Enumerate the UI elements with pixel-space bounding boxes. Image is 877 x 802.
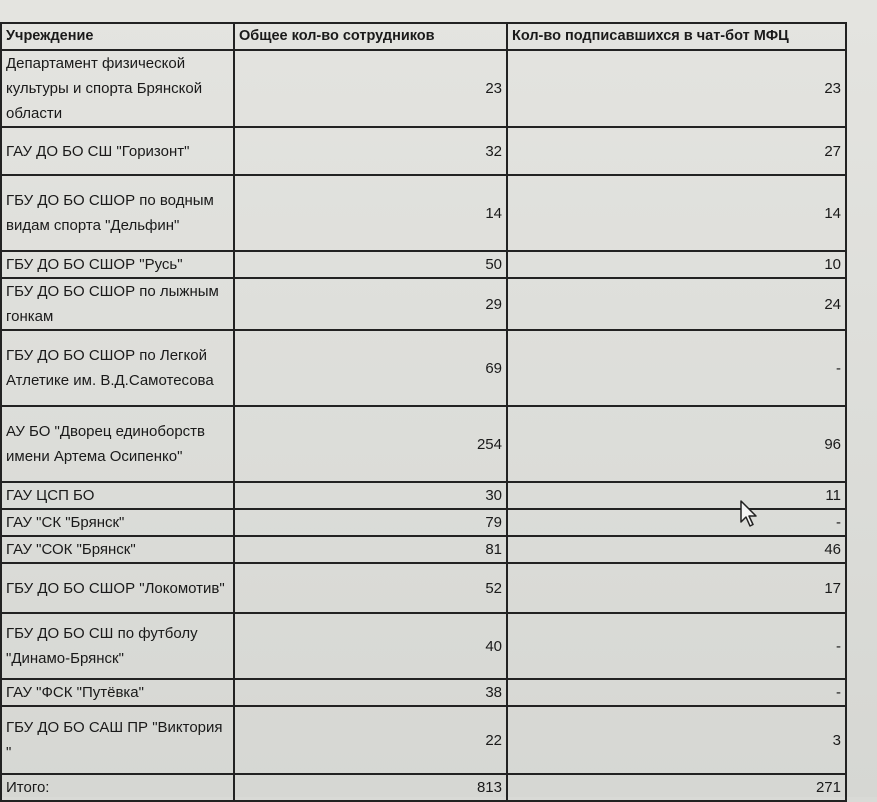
cell-institution[interactable]: ГБУ ДО БО СШОР "Локомотив" — [1, 563, 234, 613]
table-row — [1, 706, 846, 774]
totals-subscribed[interactable]: 271 — [507, 774, 846, 801]
cell-total[interactable]: 32 — [234, 127, 507, 175]
cell-institution[interactable]: ГАУ "ФСК "Путёвка" — [1, 679, 234, 706]
cell-institution[interactable]: ГАУ "СОК "Брянск" — [1, 536, 234, 563]
cell-subscribed[interactable]: 11 — [507, 482, 846, 509]
header-cell-institution[interactable]: Учреждение — [1, 23, 234, 50]
totals-label[interactable]: Итого: — [1, 774, 234, 801]
cell-institution[interactable]: ГБУ ДО БО СШОР по лыжным гонкам — [1, 278, 234, 330]
table-row — [1, 536, 846, 563]
table-row — [1, 175, 846, 251]
table-row — [1, 406, 846, 482]
cell-institution[interactable]: ГБУ ДО БО СШОР "Русь" — [1, 251, 234, 278]
table-row — [1, 509, 846, 536]
cell-total[interactable]: 79 — [234, 509, 507, 536]
cell-subscribed[interactable]: - — [507, 330, 846, 406]
table-row — [1, 679, 846, 706]
header-cell-subscribed[interactable]: Кол-во подписавшихся в чат-бот МФЦ — [507, 23, 846, 50]
cell-total[interactable]: 14 — [234, 175, 507, 251]
cell-subscribed[interactable]: 3 — [507, 706, 846, 774]
cell-total[interactable]: 69 — [234, 330, 507, 406]
cell-subscribed[interactable]: 96 — [507, 406, 846, 482]
cell-institution[interactable]: ГАУ ЦСП БО — [1, 482, 234, 509]
cell-total[interactable]: 50 — [234, 251, 507, 278]
cell-institution[interactable]: ГАУ ДО БО СШ "Горизонт" — [1, 127, 234, 175]
table-row — [1, 251, 846, 278]
table-row — [1, 50, 846, 127]
cell-institution[interactable]: АУ БО "Дворец единоборств имени Артема Осипенко" — [1, 406, 234, 482]
cell-institution[interactable]: ГБУ ДО БО СШОР по водным видам спорта "Дельфин" — [1, 175, 234, 251]
table-row — [1, 278, 846, 330]
cell-subscribed[interactable]: 17 — [507, 563, 846, 613]
data-table — [0, 22, 847, 802]
cell-subscribed[interactable]: 23 — [507, 50, 846, 127]
cell-total[interactable]: 38 — [234, 679, 507, 706]
cell-institution[interactable]: ГБУ ДО БО СШ по футболу "Динамо-Брянск" — [1, 613, 234, 679]
cell-institution[interactable]: ГБУ ДО БО САШ ПР "Виктория " — [1, 706, 234, 774]
cell-total[interactable]: 81 — [234, 536, 507, 563]
cell-subscribed[interactable]: 10 — [507, 251, 846, 278]
mouse-cursor-icon — [740, 500, 760, 528]
cell-subscribed[interactable]: 14 — [507, 175, 846, 251]
totals-total[interactable]: 813 — [234, 774, 507, 801]
cell-total[interactable]: 52 — [234, 563, 507, 613]
table-row — [1, 330, 846, 406]
cell-institution[interactable]: Департамент физической культуры и спорта Брянской области — [1, 50, 234, 127]
table-row — [1, 482, 846, 509]
table-row — [1, 127, 846, 175]
cell-total[interactable]: 29 — [234, 278, 507, 330]
cell-subscribed[interactable]: - — [507, 613, 846, 679]
table-row — [1, 563, 846, 613]
header-row — [1, 23, 846, 50]
cell-total[interactable]: 30 — [234, 482, 507, 509]
cell-subscribed[interactable]: 46 — [507, 536, 846, 563]
cell-total[interactable]: 22 — [234, 706, 507, 774]
cell-subscribed[interactable]: 27 — [507, 127, 846, 175]
cell-subscribed[interactable]: 24 — [507, 278, 846, 330]
cell-institution[interactable]: ГБУ ДО БО СШОР по Легкой Атлетике им. В.Д.Самотесова — [1, 330, 234, 406]
cell-total[interactable]: 23 — [234, 50, 507, 127]
cell-total[interactable]: 40 — [234, 613, 507, 679]
table-row — [1, 613, 846, 679]
header-cell-total[interactable]: Общее кол-во сотрудников — [234, 23, 507, 50]
cell-total[interactable]: 254 — [234, 406, 507, 482]
cell-subscribed[interactable]: - — [507, 679, 846, 706]
cell-institution[interactable]: ГАУ "СК "Брянск" — [1, 509, 234, 536]
cell-subscribed[interactable]: - — [507, 509, 846, 536]
